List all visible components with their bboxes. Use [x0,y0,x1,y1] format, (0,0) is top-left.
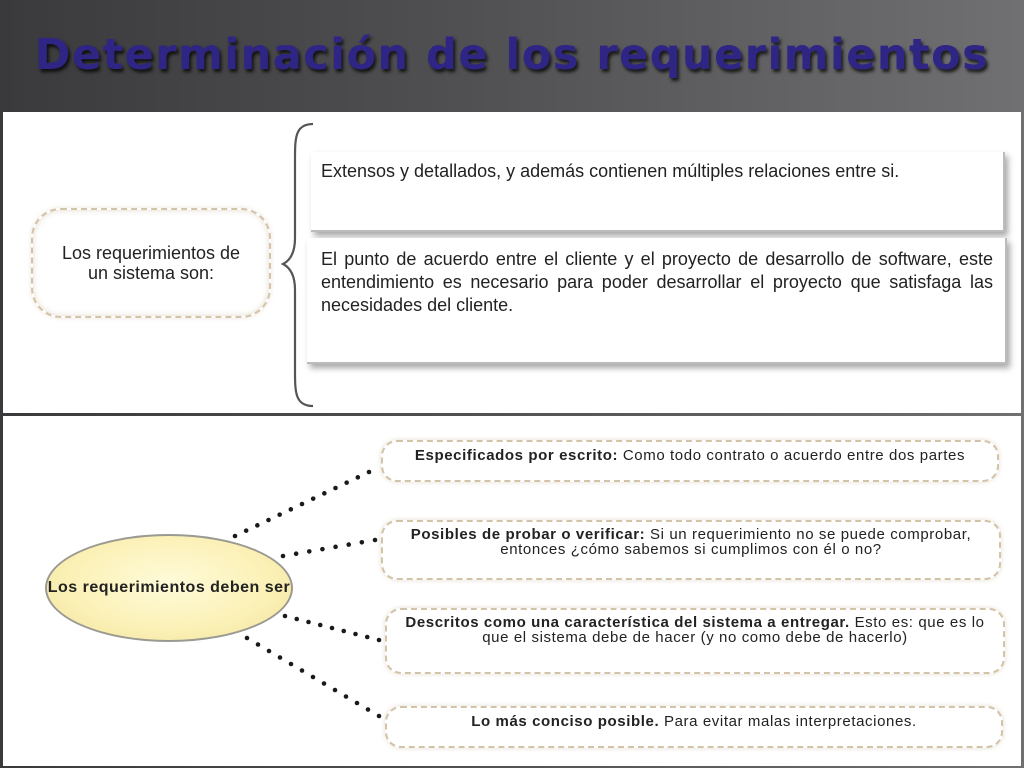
connector-dot [377,714,382,719]
connector-dot [281,554,286,559]
connector-dot [341,629,346,634]
connector-dot [356,475,361,480]
connector-dot [330,626,335,631]
connector-dot [311,675,316,680]
connector-dot [283,614,288,619]
connector-dot [320,547,325,552]
connector-dot [333,486,338,491]
connector-dot [367,470,372,475]
connector-dot [360,540,365,545]
connector-dot [311,496,316,501]
connector-dot [294,551,299,556]
connector-dot [322,491,327,496]
connector-dot [277,512,282,517]
connector-dot [333,688,338,693]
connector-dot [322,681,327,686]
characteristics-label: Los requerimientos deben ser [45,534,293,642]
connector-dot [245,636,250,641]
connector-dot [289,507,294,512]
connector-dot [373,538,378,543]
connector-dot [255,523,260,528]
characteristic-item [385,706,1003,748]
characteristic-item [381,520,1001,580]
connector-dot [346,542,351,547]
connector-dot [256,642,261,647]
characteristics-panel [3,416,1021,766]
characteristic-item [385,608,1005,674]
definition-item: Extensos y detallados, y además contienen múltiples relaciones entre si. [311,152,1005,232]
characteristic-heading: Posibles de probar o verificar: [410,526,646,543]
slide-title: Determinación de los requerimientos [34,30,990,80]
connector-dot [300,668,305,673]
connector-dot [353,632,358,637]
connector-dot [366,707,371,712]
characteristic-text: Si un requerimiento no se puede comprobar, entonces ¿cómo sabemos si cumplimos con él o no? [500,526,972,558]
characteristic-text: Para evitar malas interpretaciones. [659,713,917,730]
connector-dot [355,701,360,706]
definition-item: El punto de acuerdo entre el cliente y el proyecto de desarrollo de software, este entendimiento es necesario para poder desarrollar el proyecto que satisfaga las necesidades del cliente. [307,238,1007,364]
connector-dot [266,518,271,523]
connector-dot [344,480,349,485]
characteristic-heading: Descritos como una característica del sistema a entregar. [405,614,850,631]
connector-dot [318,623,323,628]
connector-dot [294,617,299,622]
definition-panel [3,112,1021,413]
connector-dot [233,534,238,539]
connector-dot [244,528,249,533]
connector-dot [306,620,311,625]
connector-dot [307,549,312,554]
definition-label: Los requerimientos de un sistema son: [31,208,271,318]
characteristic-text: Como todo contrato o acuerdo entre dos partes [618,447,966,464]
characteristic-item [381,440,999,482]
connector-dot [377,638,382,643]
connector-dot [300,502,305,507]
connector-dot [289,662,294,667]
connector-dot [267,649,272,654]
characteristic-heading: Lo más conciso posible. [471,713,660,730]
characteristic-heading: Especificados por escrito: [414,447,619,464]
connector-dot [344,694,349,699]
connector-dot [278,655,283,660]
connector-dot [365,635,370,640]
connector-dot [333,545,338,550]
characteristic-text: Esto es: que es lo que el sistema debe de hacer (y no como debe de hacerlo) [482,614,985,646]
